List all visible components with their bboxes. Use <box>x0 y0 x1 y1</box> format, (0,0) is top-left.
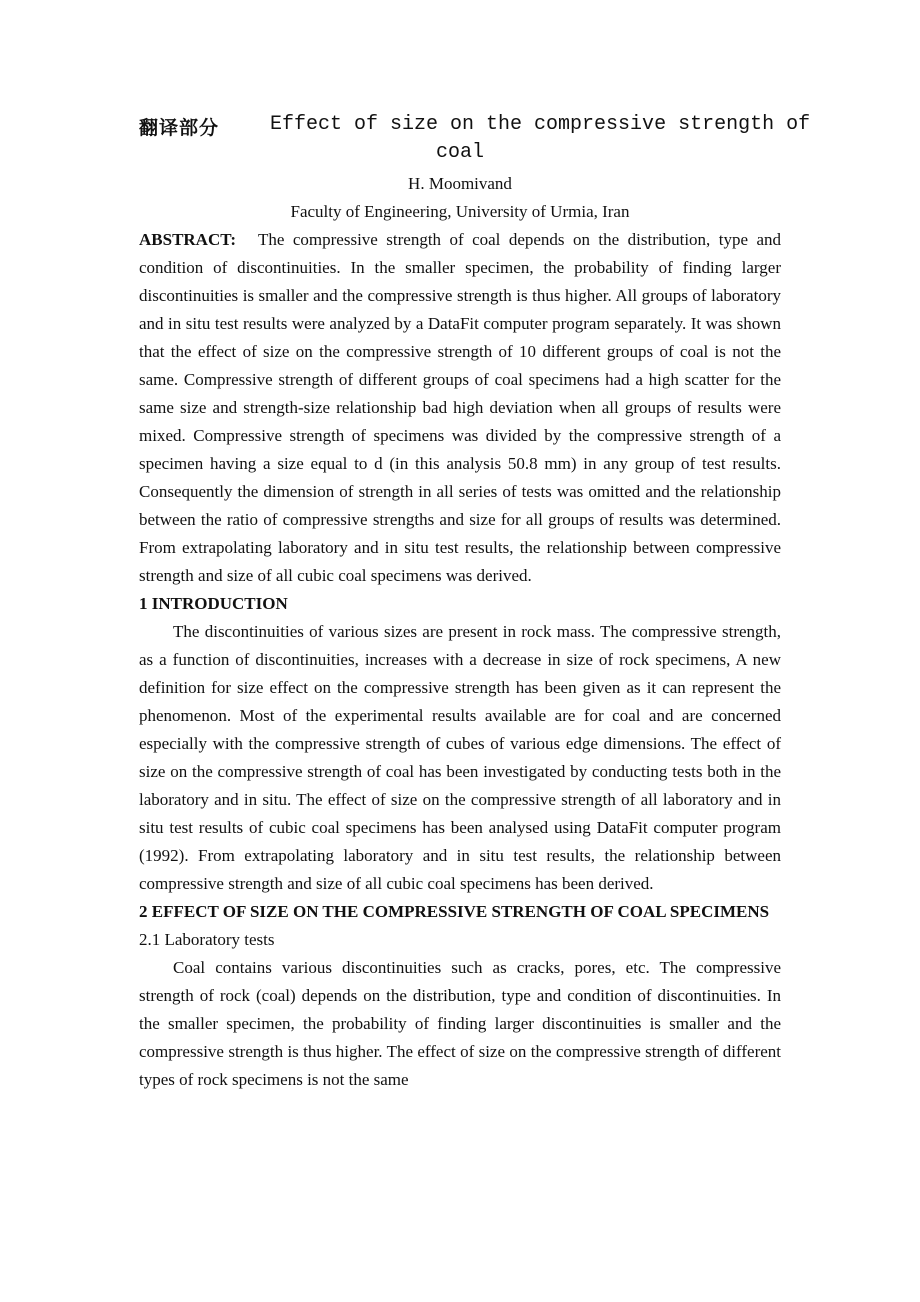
section-2-1-paragraph: Coal contains various discontinuities such as cracks, pores, etc. The compressive strength of rock (coal) depends on the distribution, type and condition of discontinuities. In the smaller specimen, the probability of finding larger discontinuities is smaller and the compressive strength is thus higher. The effect of size on the compressive strength of different types of rock specimens is not the same <box>139 958 781 1089</box>
section-2-heading: 2 EFFECT OF SIZE ON THE COMPRESSIVE STRENGTH OF COAL SPECIMENS <box>139 902 770 921</box>
paper-title-line-2: coal <box>435 141 484 164</box>
document-page <box>139 112 811 1094</box>
section-1-paragraph: The discontinuities of various sizes are present in rock mass. The compressive strength, as a function of discontinuities, increases with a decrease in size of rock specimens, A new definition for size effect on the compressive strength has been given as it can represent the phenomenon. Most of the experimental results available are for coal and are concerned especially with the compressive strength of cubes of various edge dimensions. The effect of size on the compressive strength of coal has been investigated by conducting tests both in the laboratory and in situ. The effect of size on the compressive strength of all laboratory and in situ test results of cubic coal specimens has been analysed using DataFit computer program (1992). From extrapolating laboratory and in situ test results, the relationship between compressive strength and size of all cubic coal specimens has been derived. <box>139 622 781 893</box>
paper-title-line-1: Effect of size on the compressive strength of <box>270 113 811 136</box>
section-1-heading: 1 INTRODUCTION <box>139 594 288 613</box>
abstract-paragraph <box>139 226 781 590</box>
abstract-text: The compressive strength of coal depends on the distribution, type and condition of discontinuities. In the smaller specimen, the probability of finding larger discontinuities is smaller and the compressive strength is thus higher. All groups of laboratory and in situ test results were analyzed by a DataFit computer program separately. It was shown that the effect of size on the compressive strength of 10 different groups of coal is not the same. Compressive strength of different groups of coal specimens had a high scatter for the same size and strength-size relationship bad high deviation when all groups of results were mixed. Compressive strength of specimens was divided by the compressive strength of a specimen having a size equal to d (in this analysis 50.8 mm) in any group of test results. Consequently the dimension of strength in all series of tests was omitted and the relationship between the ratio of compressive strengths and size for all groups of results was determined. From extrapolating laboratory and in situ test results, the relationship between compressive strength and size of all cubic coal specimens was derived. <box>139 230 781 585</box>
author: H. Moomivand <box>408 174 512 193</box>
abstract-label: ABSTRACT: <box>139 230 236 249</box>
translation-section-label: 翻译部分 <box>139 117 220 139</box>
section-2-1-heading: 2.1 Laboratory tests <box>139 930 275 949</box>
affiliation: Faculty of Engineering, University of Urmia, Iran <box>290 202 630 221</box>
title-block <box>139 112 811 170</box>
